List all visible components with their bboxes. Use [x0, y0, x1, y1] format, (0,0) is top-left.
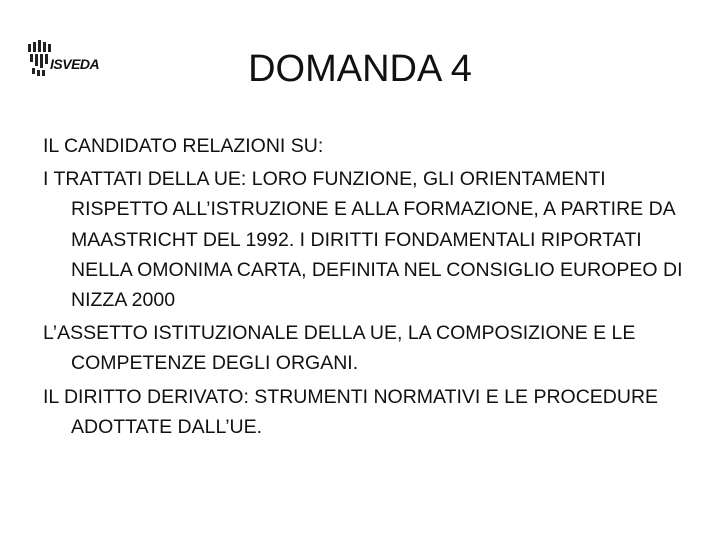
logo-text: ISVEDA [50, 56, 100, 72]
content-list [43, 131, 693, 445]
list-item: I TRATTATI DELLA UE: LORO FUNZIONE, GLI ORIENTAMENTI RISPETTO ALL’ISTRUZIONE E ALLA FORMAZIONE, A PARTIRE DA MAASTRICHT DEL 1992. I DIRITTI FONDAMENTALI RIPORTATI NELLA OMONIMA CARTA, DEFINITA NEL CONSIGLIO EUROPEO DI NIZZA 2000 [43, 168, 683, 312]
logo [28, 40, 118, 80]
slide-title: DOMANDA 4 [248, 48, 472, 90]
list-item: L’ASSETTO ISTITUZIONALE DELLA UE, LA COMPOSIZIONE E LE COMPETENZE DEGLI ORGANI. [43, 322, 636, 375]
list-item: IL CANDIDATO RELAZIONI SU: [43, 135, 324, 157]
list-item: IL DIRITTO DERIVATO: STRUMENTI NORMATIVI E LE PROCEDURE ADOTTATE DALL’UE. [43, 385, 659, 438]
